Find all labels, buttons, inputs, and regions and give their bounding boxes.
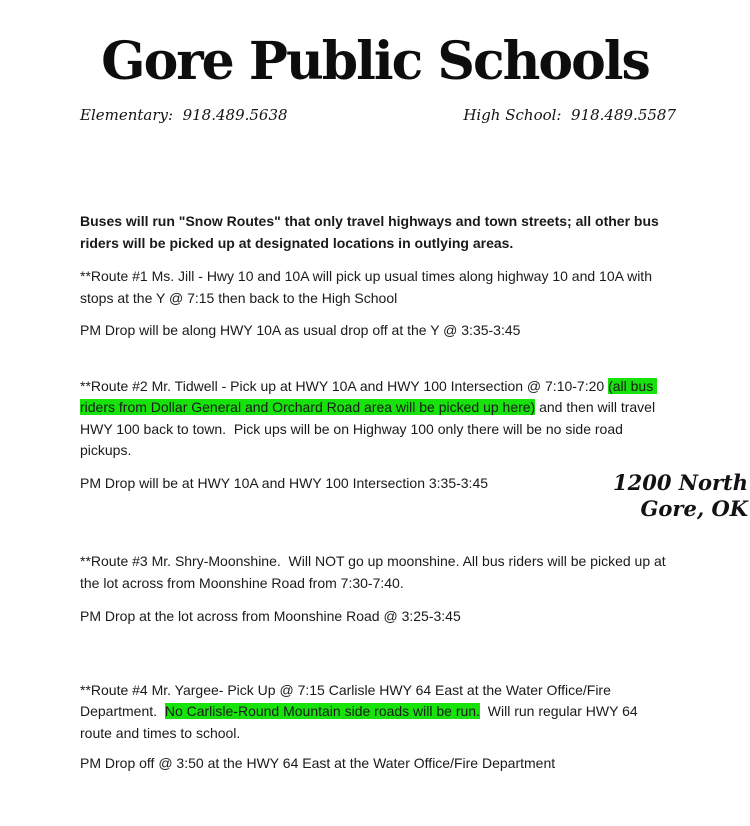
route-2-text-post: and then will travel HWY 100 back to town. Pick ups will be on Highway 100 only there will be no side road pickups. bbox=[80, 399, 659, 458]
high-school-phone: High School: 918.489.5587 bbox=[463, 106, 676, 124]
route-1-paragraph: **Route #1 Ms. Jill - Hwy 10 and 10A will pick up usual times along highway 10 and 10A with stops at the Y @ 7:15 then back to the High School bbox=[80, 268, 656, 306]
phone-row bbox=[80, 106, 676, 124]
route-2-text-pre: **Route #2 Mr. Tidwell - Pick up at HWY 10A and HWY 100 Intersection @ 7:10-7:20 bbox=[80, 377, 609, 394]
route-4-text-post: Will run regular HWY 64 route and times to school. bbox=[80, 703, 642, 741]
route-4-paragraph bbox=[80, 680, 672, 745]
school-name-title: Gore Public Schools bbox=[101, 31, 649, 92]
route-2-pm-drop: PM Drop will be at HWY 10A and HWY 100 Intersection 3:35-3:45 bbox=[80, 474, 489, 491]
address-block bbox=[613, 470, 748, 522]
route-2-highlighted-text: (all bus riders from Dollar General and Orchard Road area will be picked up here) bbox=[80, 377, 658, 415]
address-line-1: 1200 North bbox=[613, 470, 748, 495]
elementary-phone: Elementary: 918.489.5638 bbox=[80, 106, 288, 124]
route-4-text-pre: **Route #4 Mr. Yargee- Pick Up @ 7:15 Carlisle HWY 64 East at the Water Office/Fire Department. bbox=[80, 681, 615, 719]
route-2-paragraph bbox=[80, 376, 672, 462]
route-4-pm-drop: PM Drop off @ 3:50 at the HWY 64 East at the Water Office/Fire Department bbox=[80, 755, 556, 771]
notice-body bbox=[80, 211, 672, 775]
route-3-pm-drop: PM Drop at the lot across from Moonshine Road @ 3:25-3:45 bbox=[80, 608, 461, 624]
intro-paragraph: Buses will run "Snow Routes" that only travel highways and town streets; all other bus riders will be picked up at designated locations in outlying areas. bbox=[80, 213, 663, 251]
route-1-pm-drop: PM Drop will be along HWY 10A as usual drop off at the Y @ 3:35-3:45 bbox=[80, 322, 521, 338]
route-4-highlighted-text: No Carlisle-Round Mountain side roads will be run. bbox=[164, 703, 480, 719]
route-3-paragraph: **Route #3 Mr. Shry-Moonshine. Will NOT go up moonshine. All bus riders will be picked up at the lot across from Moonshine Road from 7:30-7:40. bbox=[80, 553, 670, 591]
address-line-2: Gore, OK bbox=[640, 496, 748, 521]
